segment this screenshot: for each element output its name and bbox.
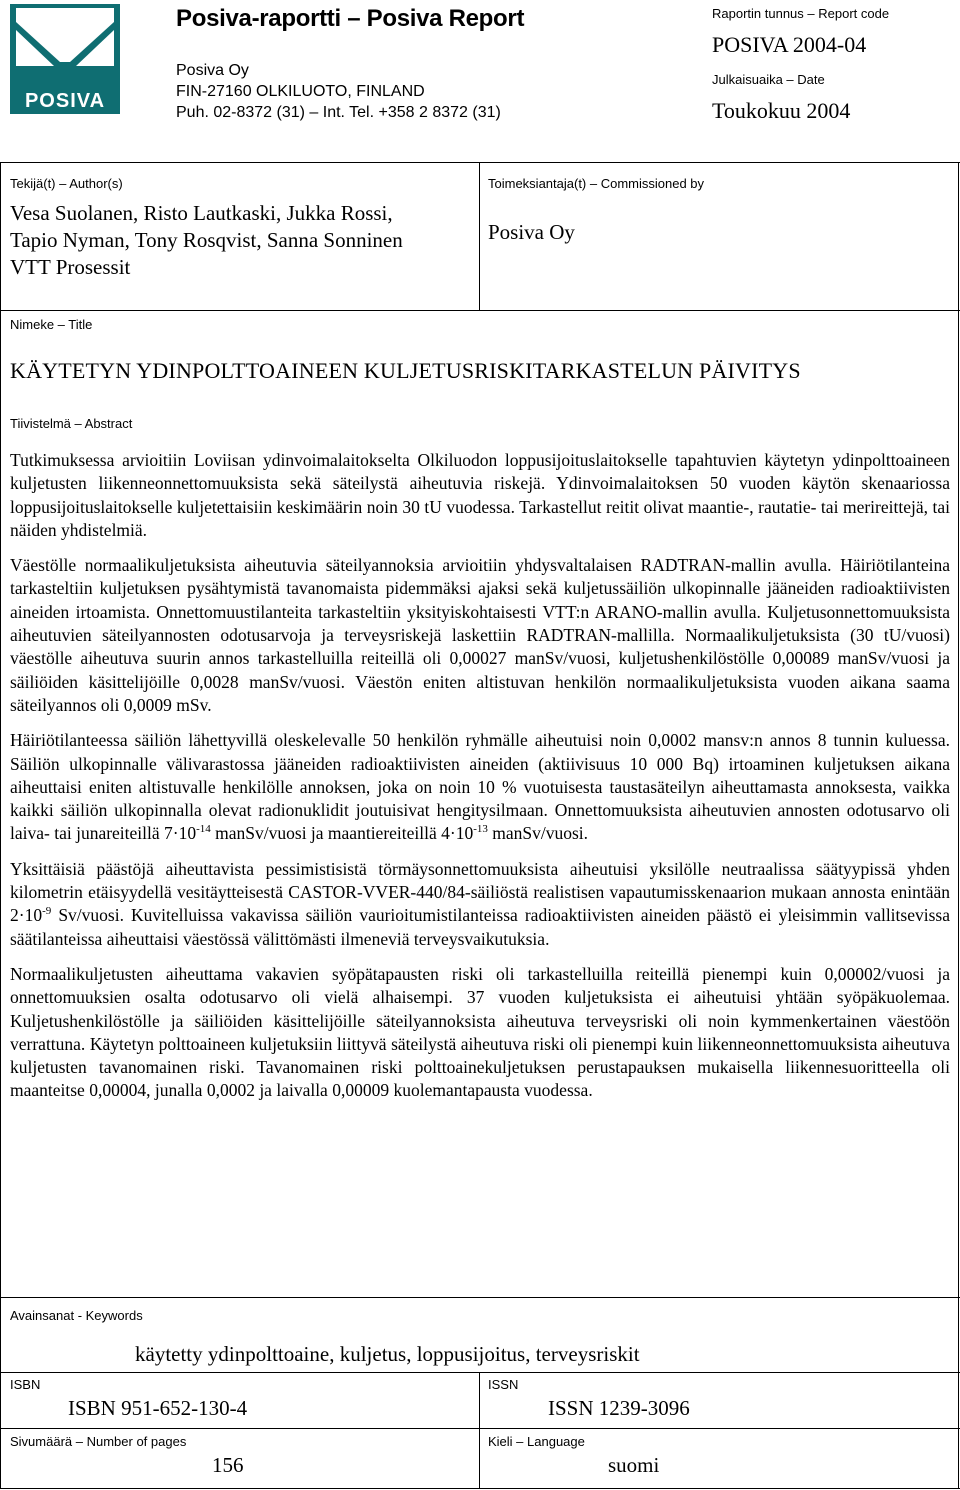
abstract-text: manSv/vuosi ja maantiereiteillä 4·10: [210, 823, 474, 844]
isbn-value: ISBN 951-652-130-4: [68, 1396, 248, 1420]
report-code: POSIVA 2004-04: [712, 32, 867, 57]
commissioned-label: Toimeksiantaja(t) – Commissioned by: [488, 176, 705, 191]
logo-wordmark: POSIVA: [24, 90, 106, 112]
abstract-text: Häiriötilanteessa säiliön lähettyvillä oleskelevalle 50 henkilön ryhmälle aiheutuisi noin 0,0002 mansv:n annos 8 tunnin kuluessa. Säiliön ulkopinnalle välivarastossa jääneiden radioaktiivisten aineiden (aktiivisuus 10 000 Bq) irtoaminen kuljetuksen aikana aiheuttaisi eniten altistuvalle henkilölle annoksen, joka on noin 10 % vuotuisesta taustasäteilyn aiheuttamasta annoksesta, vaikka kaikki säiliön ulkopinnalla olevat radionuklidit joutuisivat hengitysilmaan. Onnettomuuksista aiheutuvien annosten odotusarvo oli laiva- tai junareiteillä 7·10: [10, 730, 950, 844]
issn-value: ISSN 1239-3096: [548, 1396, 690, 1420]
divider: [0, 1297, 960, 1298]
exponent: -14: [196, 823, 211, 836]
divider: [0, 310, 960, 311]
pages-label: Sivumäärä – Number of pages: [10, 1434, 187, 1449]
exponent: -9: [42, 905, 52, 918]
abstract-label: Tiivistelmä – Abstract: [10, 416, 133, 431]
authors-block: [10, 200, 403, 281]
report-title: KÄYTETYN YDINPOLTTOAINEEN KULJETUSRISKITARKASTELUN PÄIVITYS: [10, 358, 801, 383]
language-label: Kieli – Language: [488, 1434, 585, 1449]
title-label: Nimeke – Title: [10, 317, 93, 332]
divider: [0, 1428, 960, 1429]
abstract-paragraph: Normaalikuljetusten aiheuttama vakavien syöpätapausten riski oli tarkastelluilla reiteillä pienempi kuin 0,00002/vuosi ja onnettomuuksien osalta odotusarvo oli vielä alhaisempi. 37 vuoden kuljetuksista ei aiheutuisi yhtään syöpäkuolemaa. Kuljetushenkilöstölle ja säiliöiden käsittelijöille säteilyannoksista aiheutuva terveysriski oli noin kymmenkertainen väestöön verrattuna. Käytetyn polttoaineen kuljetuksiin liittyvä säteilystä aiheutuva riski oli pienempi kuin liikenneonnettomuuksista aiheutuva kuljetusten tavanomainen riski. Tavanomainen riski polttoainekuljetuksen perustapauksen mukaisella liikennesuoritteella oli maanteitse 0,00004, junalla 0,0002 ja laivalla 0,00009 kuolemantapausta vuodessa.: [10, 963, 950, 1101]
keywords-value: käytetty ydinpolttoaine, kuljetus, loppusijoitus, terveysriskit: [135, 1342, 640, 1366]
report-series-title: Posiva-raportti – Posiva Report: [176, 5, 525, 32]
abstract-body: [10, 449, 950, 1115]
date-label: Julkaisuaika – Date: [712, 72, 825, 87]
report-date: Toukokuu 2004: [712, 98, 851, 123]
divider: [0, 1372, 960, 1373]
column-divider: [479, 1372, 480, 1488]
authors-line: Tapio Nyman, Tony Rosqvist, Sanna Sonninen: [10, 228, 403, 252]
divider: [0, 1488, 960, 1489]
frame-right: [958, 162, 959, 1489]
report-code-label: Raportin tunnus – Report code: [712, 6, 890, 21]
abstract-paragraph: Tutkimuksessa arvioitiin Loviisan ydinvoimalaitokselta Olkiluodon loppusijoituslaitokselle tapahtuvien käytetyn ydinpolttoaineen kuljetusten liikenneonnettomuuksista sekä säteilystä aiheutuvia riskejä. Ydinvoimalaitoksen 50 vuoden käytön skenaariossa loppusijoituslaitokselle kuljetettaisiin keskimäärin noin 30 tU vuodessa. Tarkastellut reitit olivat maantie-, rautatie- tai merireittejä, tai näiden yhdistelmiä.: [10, 450, 950, 540]
abstract-text: Yksittäisiä päästöjä aiheuttavista pessimistisistä törmäysonnettomuuksista aiheutuisi yksilölle neutraalissa säätyypissä yhden kilometrin etäisyydellä vesitäytteisestä CASTOR-VVER-440/84-säiliöstä realistisen vapautumisskenaarion mukaan annosta enintään 2·10: [10, 858, 950, 926]
abstract-paragraph: Väestölle normaalikuljetuksista aiheutuvia säteilyannoksia arvioitiin yhdysvaltalaisen RADTRAN-mallin avulla. Häiriötilanteina tarkasteltiin kuljetuksen pysähtymistä tavanomaista pidemmäksi ajaksi sekä kuljetussäiliön ulkopinnalle jääneiden radioaktiivisten aineiden irtoamista. Onnettomuustilanteita tarkasteltiin yksityiskohtaisesti VTT:n ARANO-mallin avulla. Kuljetusonnettomuuksista aiheutuvien säteilyannosten odotusarvoja ja terveysriskejä laskettiin RADTRAN-mallilla. Normaalikuljetuksista (30 tU/vuosi) väestölle aiheutuva suurin annos tarkastelluilla reiteillä oli 0,00027 manSv/vuosi, kuljetushenkilöstölle 0,00089 manSv/vuosi ja säiliöiden käsittelijöille 0,0028 manSv/vuosi. Väestön eniten altistuvan henkilön normaalikuljetuksista vuoden aikana saama säteilyannos oli 0,0009 mSv.: [10, 555, 950, 715]
keywords-label: Avainsanat - Keywords: [10, 1308, 143, 1323]
abstract-text: manSv/vuosi.: [487, 823, 589, 844]
commissioned-value: Posiva Oy: [488, 220, 575, 244]
pages-value: 156: [212, 1453, 244, 1477]
abstract-text: Sv/vuosi. Kuvitelluissa vakavissa säiliön vaurioitumistilanteissa radioaktiivisten aineiden päästö ei yleisimmin vallitsevissa säätilanteissa aiheuttaisi väestössä välittömästi ilmeneviä terveysvaikutuksia.: [10, 905, 950, 949]
language-value: suomi: [608, 1453, 660, 1477]
authors-label: Tekijä(t) – Author(s): [10, 176, 123, 191]
divider: [0, 162, 960, 163]
authors-line: VTT Prosessit: [10, 255, 131, 279]
organization-block: [176, 60, 501, 123]
isbn-label: ISBN: [10, 1377, 41, 1392]
org-name: Posiva Oy: [176, 62, 249, 79]
issn-label: ISSN: [488, 1377, 519, 1392]
authors-line: Vesa Suolanen, Risto Lautkaski, Jukka Rossi,: [10, 201, 393, 225]
posiva-logo: [10, 4, 120, 114]
org-address: FIN-27160 OLKILUOTO, FINLAND: [176, 83, 425, 100]
abstract-paragraph: [10, 729, 950, 845]
abstract-paragraph: [10, 858, 950, 951]
org-phone: Puh. 02-8372 (31) – Int. Tel. +358 2 8372 (31): [176, 104, 501, 121]
exponent: -13: [473, 823, 488, 836]
column-divider: [479, 162, 480, 310]
frame-left: [0, 162, 1, 1489]
